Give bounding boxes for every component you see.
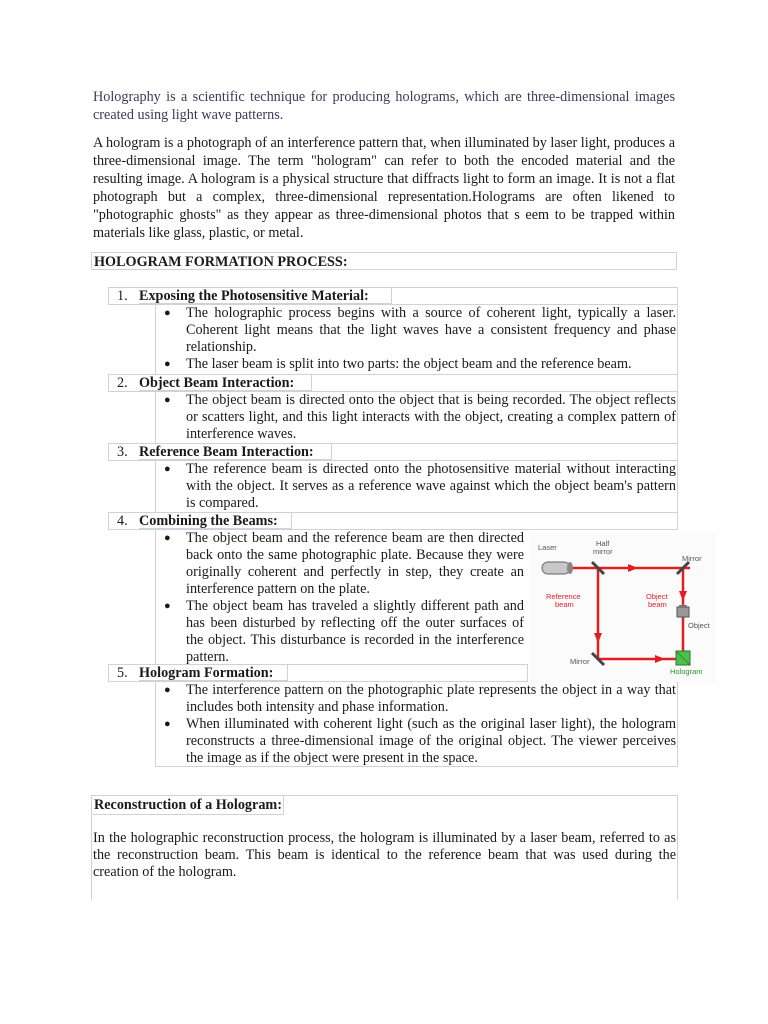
hologram-setup-svg xyxy=(530,533,716,683)
label-object: Object xyxy=(688,621,710,630)
step-number: 4. xyxy=(117,513,128,529)
laser-icon xyxy=(542,562,573,574)
label-hologram: Hologram xyxy=(670,667,703,676)
list-item: The object beam and the reference beam are then directed back onto the same photographic plate. Because they were originally coherent and perfectly in step, they create an interference pattern on the plate. xyxy=(186,530,524,597)
step-title: Object Beam Interaction: xyxy=(139,375,295,391)
label-laser: Laser xyxy=(538,543,557,552)
reconstruction-section xyxy=(91,795,678,900)
step-5-bullets: ● The interference pattern on the photographic plate represents the object in a way that includes both intensity and phase information. ● When illuminated with coherent light (such as the original laser light), the hologram reconstructs a three-dimensional image of the original object. The viewer perceives the image as if the object were present in the space. xyxy=(155,682,678,767)
list-item: The interference pattern on the photographic plate represents the object in a way that includes both intensity and phase information. xyxy=(186,682,676,715)
reference-arrow-icon xyxy=(594,633,602,643)
object-icon xyxy=(677,605,689,617)
step-number: 3. xyxy=(117,444,128,460)
step-3-header xyxy=(108,443,678,461)
step-number: 2. xyxy=(117,375,128,391)
step-2-bullets: ● The object beam is directed onto the object that is being recorded. The object reflects or scatters light, and this light interacts with the object, creating a complex pattern of interference waves. xyxy=(155,392,678,443)
hologram-arrow-icon xyxy=(655,655,665,663)
step-2-header xyxy=(108,374,678,392)
object-arrow-icon xyxy=(679,591,687,601)
step-5-header xyxy=(108,664,528,682)
step-3-bullets: ● The reference beam is directed onto the photosensitive material without interacting with the object. It serves as a reference wave against which the object beam's pattern is compared. xyxy=(155,461,678,512)
label-reference-beam: Reference beam xyxy=(546,592,581,609)
intro-paragraph-1: Holography is a scientific technique for producing holograms, which are three-dimensional images created using light wave patterns. xyxy=(93,89,675,123)
step-1-bullets: ● The holographic process begins with a source of coherent light, typically a laser. Coherent light means that the light waves have a consistent frequency and phase relationship. ● The laser beam is split into two parts: the object beam and the reference beam. xyxy=(155,305,678,374)
step-number: 1. xyxy=(117,288,128,304)
list-item: The object beam is directed onto the object that is being recorded. The object reflects or scatters light, and this light interacts with the object, creating a complex pattern of interference waves. xyxy=(186,392,676,442)
list-item: The reference beam is directed onto the photosensitive material without interacting with the object. It serves as a reference wave against which the object beam's pattern is compared. xyxy=(186,461,676,511)
label-object-beam: Object beam xyxy=(646,592,668,609)
step-number: 5. xyxy=(117,665,128,681)
step-title: Exposing the Photosensitive Material: xyxy=(139,288,369,304)
intro-paragraph-2: A hologram is a photograph of an interference pattern that, when illuminated by laser light, produces a three-dimensional image. The term "hologram" can refer to both the encoded material and the resulting image. A hologram is a physical structure that diffracts light to form an image. It is not a flat photograph but a complex, three-dimensional representation.Holograms are often likened to "photographic ghosts" as they appear as three-dimensional photos that s eem to be trapped within materials like glass, plastic, or metal. xyxy=(93,135,675,241)
step-title: Combining the Beams: xyxy=(139,513,278,529)
hologram-setup-diagram xyxy=(530,533,716,683)
step-4-bullets: ● The object beam and the reference beam are then directed back onto the same photographic plate. Because they were originally coherent and perfectly in step, they create an interference pattern on the plate. ● The object beam has traveled a slightly different path and has been disturbed by reflecting off the outer surfaces of the object. This disturbance is recorded in the interference pattern. xyxy=(155,530,678,664)
list-item: When illuminated with coherent light (such as the original laser light), the hologram reconstructs a three-dimensional image of the original object. The viewer perceives the image as if the object were present in the space. xyxy=(186,716,676,766)
hologram-plate-icon xyxy=(676,651,690,665)
label-half-mirror: Half mirror xyxy=(593,539,613,556)
list-item: The holographic process begins with a source of coherent light, typically a laser. Coherent light means that the light waves have a consistent frequency and phase relationship. xyxy=(186,305,676,355)
reconstruction-text: In the holographic reconstruction process, the hologram is illuminated by a laser beam, referred to as the reconstruction beam. This beam is identical to the reference beam that was used during the creation of the hologram. xyxy=(93,830,676,880)
formation-heading: HOLOGRAM FORMATION PROCESS: xyxy=(91,252,677,270)
list-item: The laser beam is split into two parts: the object beam and the reference beam. xyxy=(186,356,632,372)
step-title: Hologram Formation: xyxy=(139,665,274,681)
beam-paths xyxy=(570,564,690,663)
label-mirror-bottom: Mirror xyxy=(570,657,590,666)
label-mirror-top: Mirror xyxy=(682,554,702,563)
list-item: The object beam has traveled a slightly different path and has been disturbed by reflecting off the outer surfaces of the object. This disturbance is recorded in the interference pattern. xyxy=(186,598,524,665)
step-4-header xyxy=(108,512,678,530)
step-1-header xyxy=(108,287,678,305)
step-title: Reference Beam Interaction: xyxy=(139,444,314,460)
reconstruction-heading: Reconstruction of a Hologram: xyxy=(94,797,282,813)
laser-arrow-icon xyxy=(628,564,638,572)
